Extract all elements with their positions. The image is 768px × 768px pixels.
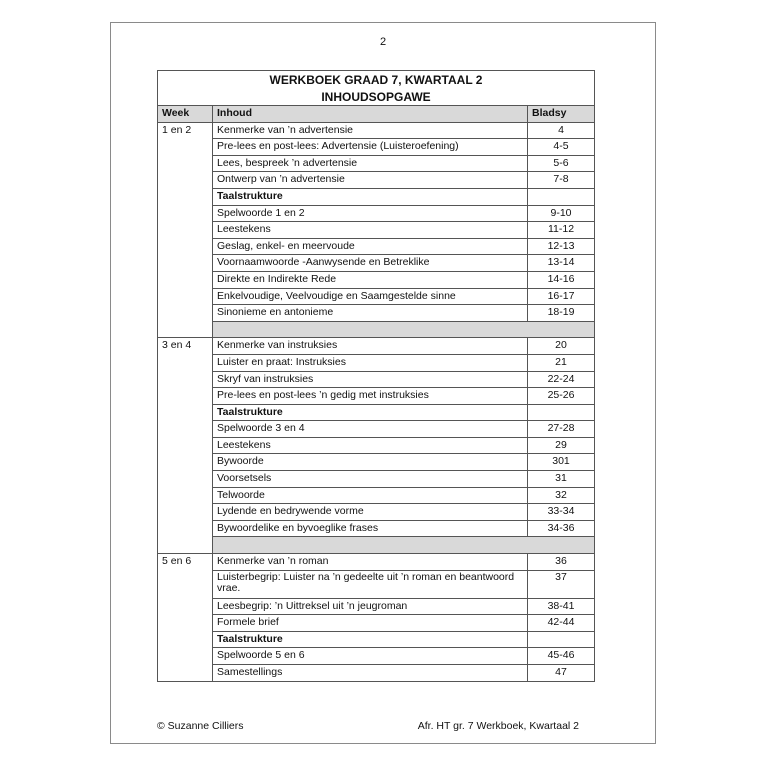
page-cell: 22-24: [528, 371, 595, 388]
header-inhoud: Inhoud: [213, 106, 528, 123]
page-cell: 27-28: [528, 421, 595, 438]
title-row: [158, 71, 595, 106]
contents-table: [157, 70, 595, 682]
table-row: [158, 615, 595, 632]
subheading-cell: Taalstrukture: [213, 404, 528, 421]
page-cell: 11-12: [528, 222, 595, 239]
table-row: [158, 471, 595, 488]
document-page: [110, 22, 656, 744]
table-row: [158, 404, 595, 421]
separator-cell: [213, 321, 595, 338]
content-cell: Kenmerke van ’n advertensie: [213, 122, 528, 139]
table-row: [158, 454, 595, 471]
week-cell: 5 en 6: [158, 554, 213, 682]
content-cell: Spelwoorde 5 en 6: [213, 648, 528, 665]
table-row: [158, 205, 595, 222]
content-cell: Ontwerp van ’n advertensie: [213, 172, 528, 189]
table-row: [158, 288, 595, 305]
content-cell: Telwoorde: [213, 487, 528, 504]
table-row: [158, 139, 595, 156]
content-cell: Voornaamwoorde -Aanwysende en Betreklike: [213, 255, 528, 272]
content-cell: Skryf van instruksies: [213, 371, 528, 388]
content-cell: Pre-lees en post-lees: Advertensie (Luisteroefening): [213, 139, 528, 156]
content-cell: Voorsetsels: [213, 471, 528, 488]
content-cell: Leestekens: [213, 437, 528, 454]
page-cell: 13-14: [528, 255, 595, 272]
page-cell: 7-8: [528, 172, 595, 189]
page-cell: 18-19: [528, 305, 595, 322]
content-cell: Leesbegrip: ’n Uittreksel uit ’n jeugroman: [213, 598, 528, 615]
table-row: [158, 255, 595, 272]
page-cell: 32: [528, 487, 595, 504]
header-row: [158, 106, 595, 123]
page-cell: 25-26: [528, 388, 595, 405]
content-cell: Geslag, enkel- en meervoude: [213, 238, 528, 255]
page-cell: 37: [528, 570, 595, 598]
table-row: [158, 504, 595, 521]
table-row: [158, 155, 595, 172]
table-row: [158, 238, 595, 255]
page-cell: 301: [528, 454, 595, 471]
week-cell: 3 en 4: [158, 338, 213, 554]
table-row: [158, 338, 595, 355]
page-cell: 29: [528, 437, 595, 454]
subheading-cell: Taalstrukture: [213, 631, 528, 648]
section-separator: [158, 537, 595, 554]
table-row: [158, 520, 595, 537]
page-cell: 31: [528, 471, 595, 488]
table-row: [158, 222, 595, 239]
table-row: [158, 172, 595, 189]
table-row: [158, 388, 595, 405]
page-cell: 34-36: [528, 520, 595, 537]
content-cell: Enkelvoudige, Veelvoudige en Saamgestelde sinne: [213, 288, 528, 305]
page-cell: 42-44: [528, 615, 595, 632]
content-cell: Luisterbegrip: Luister na ’n gedeelte uit ’n roman en beantwoord vrae.: [213, 570, 528, 598]
content-cell: Lydende en bedrywende vorme: [213, 504, 528, 521]
title-line-1: WERKBOEK GRAAD 7, KWARTAAL 2: [269, 73, 483, 87]
content-cell: Spelwoorde 3 en 4: [213, 421, 528, 438]
page-cell: 20: [528, 338, 595, 355]
table-row: [158, 648, 595, 665]
content-cell: Kenmerke van ’n roman: [213, 554, 528, 571]
title-line-2: INHOUDSOPGAWE: [321, 89, 431, 104]
page-cell: 4-5: [528, 139, 595, 156]
header-bladsy: Bladsy: [528, 106, 595, 123]
content-cell: Leestekens: [213, 222, 528, 239]
table-row: [158, 354, 595, 371]
content-cell: Bywoordelike en byvoeglike frases: [213, 520, 528, 537]
page-cell: 38-41: [528, 598, 595, 615]
page-cell: 9-10: [528, 205, 595, 222]
content-cell: Sinonieme en antonieme: [213, 305, 528, 322]
page-number: 2: [379, 36, 387, 48]
table-row: [158, 554, 595, 571]
table-row: [158, 305, 595, 322]
footer-title: Afr. HT gr. 7 Werkboek, Kwartaal 2: [417, 720, 579, 732]
table-row: [158, 421, 595, 438]
content-cell: Luister en praat: Instruksies: [213, 354, 528, 371]
table-row: [158, 570, 595, 598]
page-cell: 36: [528, 554, 595, 571]
content-cell: Direkte en Indirekte Rede: [213, 271, 528, 288]
content-cell: Kenmerke van instruksies: [213, 338, 528, 355]
table-row: [158, 271, 595, 288]
page-cell: [528, 631, 595, 648]
page-cell: 16-17: [528, 288, 595, 305]
table-row: [158, 371, 595, 388]
footer-copyright: © Suzanne Cilliers: [157, 720, 244, 732]
content-cell: Lees, bespreek ’n advertensie: [213, 155, 528, 172]
page-cell: 45-46: [528, 648, 595, 665]
table-row: [158, 188, 595, 205]
page-cell: 14-16: [528, 271, 595, 288]
page-cell: 4: [528, 122, 595, 139]
page-cell: 12-13: [528, 238, 595, 255]
section-separator: [158, 321, 595, 338]
page-cell: 33-34: [528, 504, 595, 521]
table-row: [158, 631, 595, 648]
table-row: [158, 122, 595, 139]
content-cell: Formele brief: [213, 615, 528, 632]
page-cell: [528, 404, 595, 421]
separator-cell: [213, 537, 595, 554]
table-row: [158, 665, 595, 682]
page-cell: [528, 188, 595, 205]
content-cell: Spelwoorde 1 en 2: [213, 205, 528, 222]
table-row: [158, 598, 595, 615]
table-body: [158, 122, 595, 681]
subheading-cell: Taalstrukture: [213, 188, 528, 205]
content-cell: Bywoorde: [213, 454, 528, 471]
header-week: Week: [158, 106, 213, 123]
table-title: [158, 71, 595, 106]
table-row: [158, 487, 595, 504]
page-cell: 5-6: [528, 155, 595, 172]
content-cell: Samestellings: [213, 665, 528, 682]
page-cell: 21: [528, 354, 595, 371]
page-cell: 47: [528, 665, 595, 682]
table-row: [158, 437, 595, 454]
content-cell: Pre-lees en post-lees ’n gedig met instruksies: [213, 388, 528, 405]
week-cell: 1 en 2: [158, 122, 213, 338]
